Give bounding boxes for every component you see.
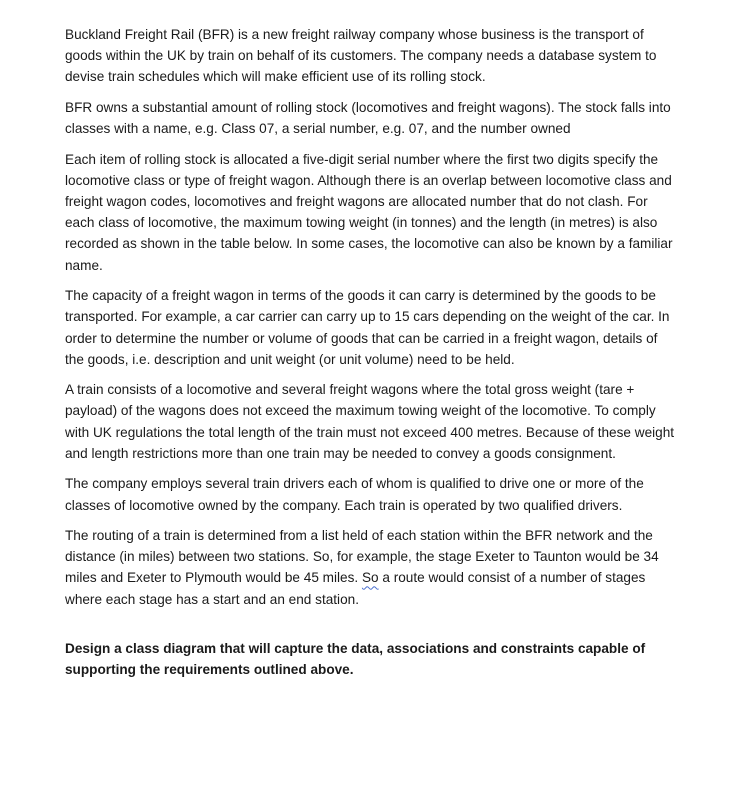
paragraph-train-composition: A train consists of a locomotive and several freight wagons where the total gross weight (tare + payload) of the wagons does not exceed the maximum towing weight of the locomotive. To comply with UK regulations the total length of the train must not exceed 400 metres. Because of these weight and length restrictions more than one train may be needed to convey a goods consignment. [65, 382, 675, 461]
document-page [65, 24, 677, 680]
routing-text-before: The routing of a train is determined from a list held of each station within the BFR network and the distance (in miles) between two stations. So, for example, the stage Exeter to Taunton would be 34 miles and Exeter to Plymouth would be 45 miles. [65, 528, 659, 586]
paragraph-rolling-stock: BFR owns a substantial amount of rolling stock (locomotives and freight wagons). The stock falls into classes with a name, e.g. Class 07, a serial number, e.g. 07, and the number owned [65, 99, 671, 137]
paragraph-company-intro: Buckland Freight Rail (BFR) is a new freight railway company whose business is the transport of goods within the UK by train on behalf of its customers. The company needs a database system to devise train schedules which will make efficient use of its rolling stock. [65, 27, 657, 85]
paragraph-serial-numbers: Each item of rolling stock is allocated a five-digit serial number where the first two digits specify the locomotive class or type of freight wagon. Although there is an overlap between locomotive class and freight wagon codes, locomotives and freight wagons are allocated number that do not clash. For each class of locomotive, the maximum towing weight (in tonnes) and the length (in metres) is also recorded as shown in the table below. In some cases, the locomotive can also be known by a familiar name. [65, 151, 673, 273]
task-instruction: Design a class diagram that will capture the data, associations and constraints capable of supporting the requirements outlined above. [65, 640, 646, 678]
routing-text-after: a route would consist of a number of stages where each stage has a start and an end station. [65, 570, 646, 607]
paragraph-drivers: The company employs several train drivers each of whom is qualified to drive one or more of the classes of locomotive owned by the company. Each train is operated by two qualified drivers. [65, 476, 644, 513]
paragraph-wagon-capacity: The capacity of a freight wagon in terms of the goods it can carry is determined by the goods to be transported. For example, a car carrier can carry up to 15 cars depending on the weight of the car. In order to determine the number or volume of goods that can be carried in a freight wagon, details of the goods, i.e. description and unit weight (or unit volume) need to be held. [65, 288, 670, 367]
paragraph-routing [65, 525, 677, 610]
spellcheck-flagged-word[interactable]: So [361, 570, 379, 586]
